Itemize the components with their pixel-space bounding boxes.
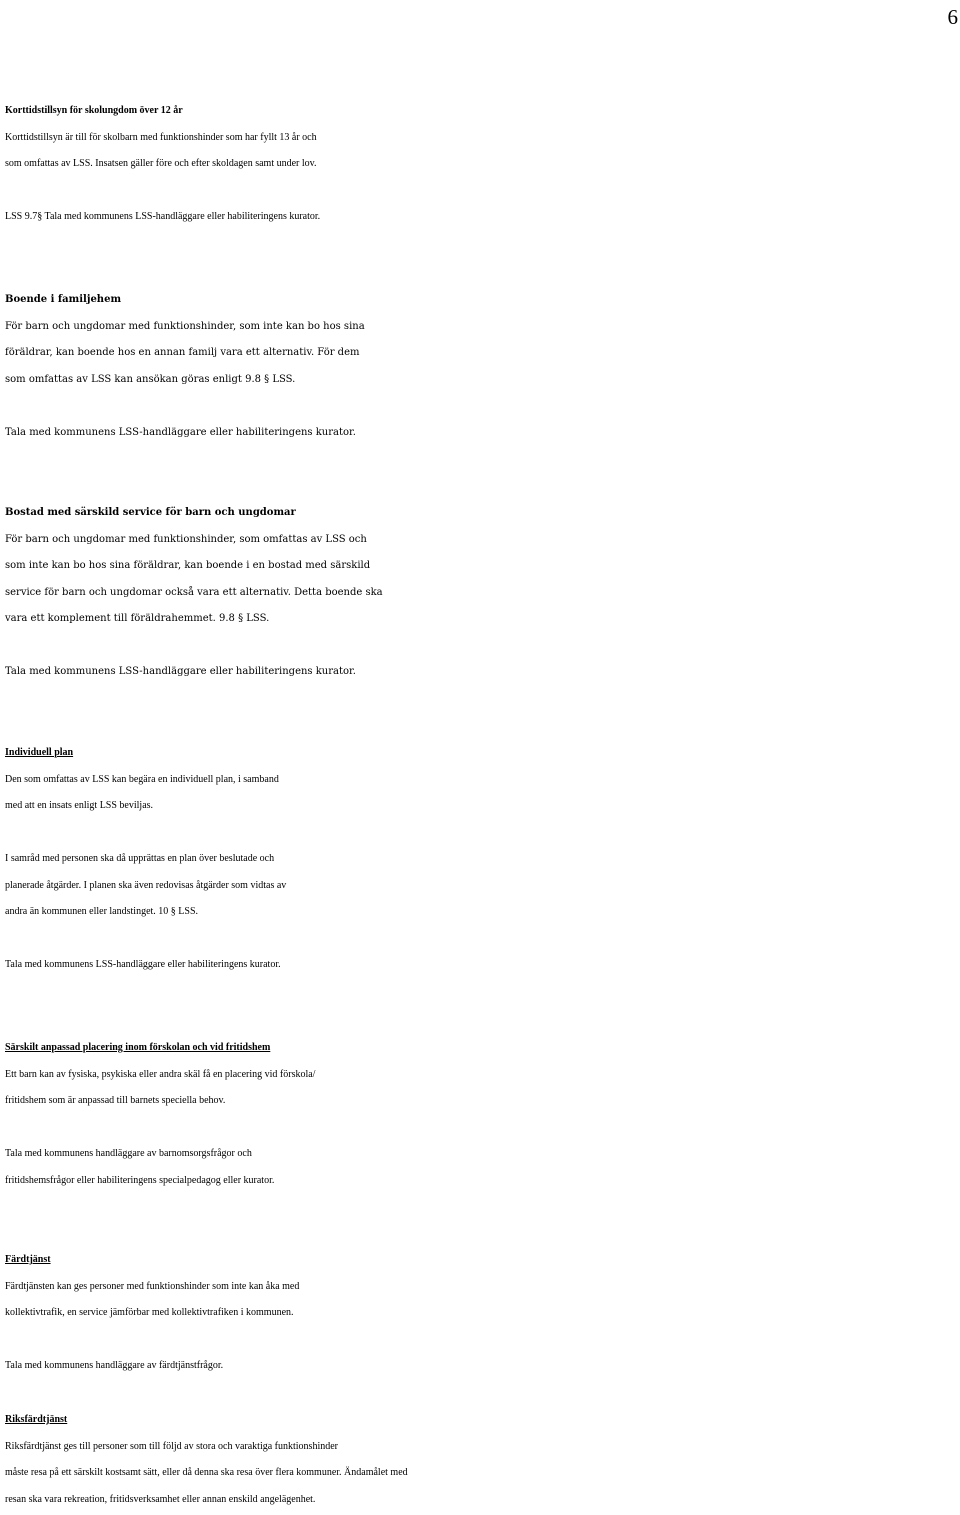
contact-line: Tala med kommunens handläggare av färdtjänstfrågor. [5, 1360, 224, 1371]
body-line: Färdtjänsten kan ges personer med funktionshinder som inte kan åka med [5, 1280, 300, 1292]
body-line: planerade åtgärder. I planen ska även redovisas åtgärder som vidtas av [5, 879, 287, 891]
body-line: Korttidstillsyn är till för skolbarn med funktionshinder som har fyllt 13 år och [5, 131, 317, 143]
contact-line: LSS 9.7§ Tala med kommunens LSS-handläggare eller habiliteringens kurator. [5, 211, 321, 222]
body-line: föräldrar, kan boende hos en annan familj vara ett alternativ. För dem [5, 347, 360, 358]
body-line: resan ska vara rekreation, fritidsverksamhet eller annan enskild angelägenhet. [5, 1493, 316, 1505]
section-anpassad-placering [5, 1035, 955, 1194]
body-line: kollektivtrafik, en service jämförbar med kollektivtrafiken i kommunen. [5, 1307, 294, 1318]
section-heading: Korttidstillsyn för skolungdom över 12 år [5, 105, 183, 116]
section-boende-familjehem [5, 287, 955, 446]
body-line: För barn och ungdomar med funktionshinder, som omfattas av LSS och [5, 533, 367, 545]
body-line: För barn och ungdomar med funktionshinder, som inte kan bo hos sina [5, 320, 365, 332]
body-line: som omfattas av LSS. Insatsen gäller före och efter skoldagen samt under lov. [5, 158, 317, 169]
body-line: service för barn och ungdomar också vara ett alternativ. Detta boende ska [5, 586, 383, 598]
body-line: med att en insats enligt LSS beviljas. [5, 800, 154, 811]
contact-line: Tala med kommunens LSS-handläggare eller habiliteringens kurator. [5, 426, 356, 438]
section-heading: Riksfärdtjänst [5, 1414, 68, 1425]
body-line: som inte kan bo hos sina föräldrar, kan boende i en bostad med särskild [5, 560, 371, 571]
section-heading: Färdtjänst [5, 1254, 51, 1265]
body-line: I samråd med personen ska då upprättas en plan över beslutade och [5, 853, 275, 864]
contact-line: fritidshemsfrågor eller habiliteringens specialpedagog eller kurator. [5, 1174, 275, 1186]
body-line: Riksfärdtjänst ges till personer som till följd av stora och varaktiga funktionshinder [5, 1440, 338, 1452]
body-line: fritidshem som är anpassad till barnets speciella behov. [5, 1095, 226, 1106]
body-line: som omfattas av LSS kan ansökan göras enligt 9.8 § LSS. [5, 373, 296, 385]
section-korttidstillsyn [5, 98, 955, 231]
section-heading: Bostad med särskild service för barn och ungdomar [5, 507, 296, 518]
contact-line: Tala med kommunens LSS-handläggare eller habiliteringens kurator. [5, 666, 356, 677]
contact-line: Tala med kommunens handläggare av barnomsorgsfrågor och [5, 1148, 252, 1159]
body-line: måste resa på ett särskilt kostsamt sätt, eller då denna ska resa över flera kommuner. Ändamålet med [5, 1467, 408, 1478]
section-heading: Boende i familjehem [5, 294, 122, 305]
body-line: andra än kommunen eller landstinget. 10 § LSS. [5, 906, 199, 917]
section-fardtjanst [5, 1247, 955, 1380]
body-line: Den som omfattas av LSS kan begära en individuell plan, i samband [5, 773, 279, 785]
section-heading: Individuell plan [5, 747, 74, 758]
section-heading: Särskilt anpassad placering inom förskolan och vid fritidshem [5, 1042, 271, 1053]
body-line: vara ett komplement till föräldrahemmet. 9.8 § LSS. [5, 613, 270, 624]
section-bostad-sarskild-service [5, 500, 955, 686]
body-line: Ett barn kan av fysiska, psykiska eller andra skäl få en placering vid förskola/ [5, 1068, 316, 1080]
contact-line: Tala med kommunens LSS-handläggare eller habiliteringens kurator. [5, 959, 281, 970]
section-individuell-plan [5, 740, 955, 979]
section-riksfardtjanst [5, 1407, 955, 1513]
page-number: 6 [947, 5, 958, 29]
